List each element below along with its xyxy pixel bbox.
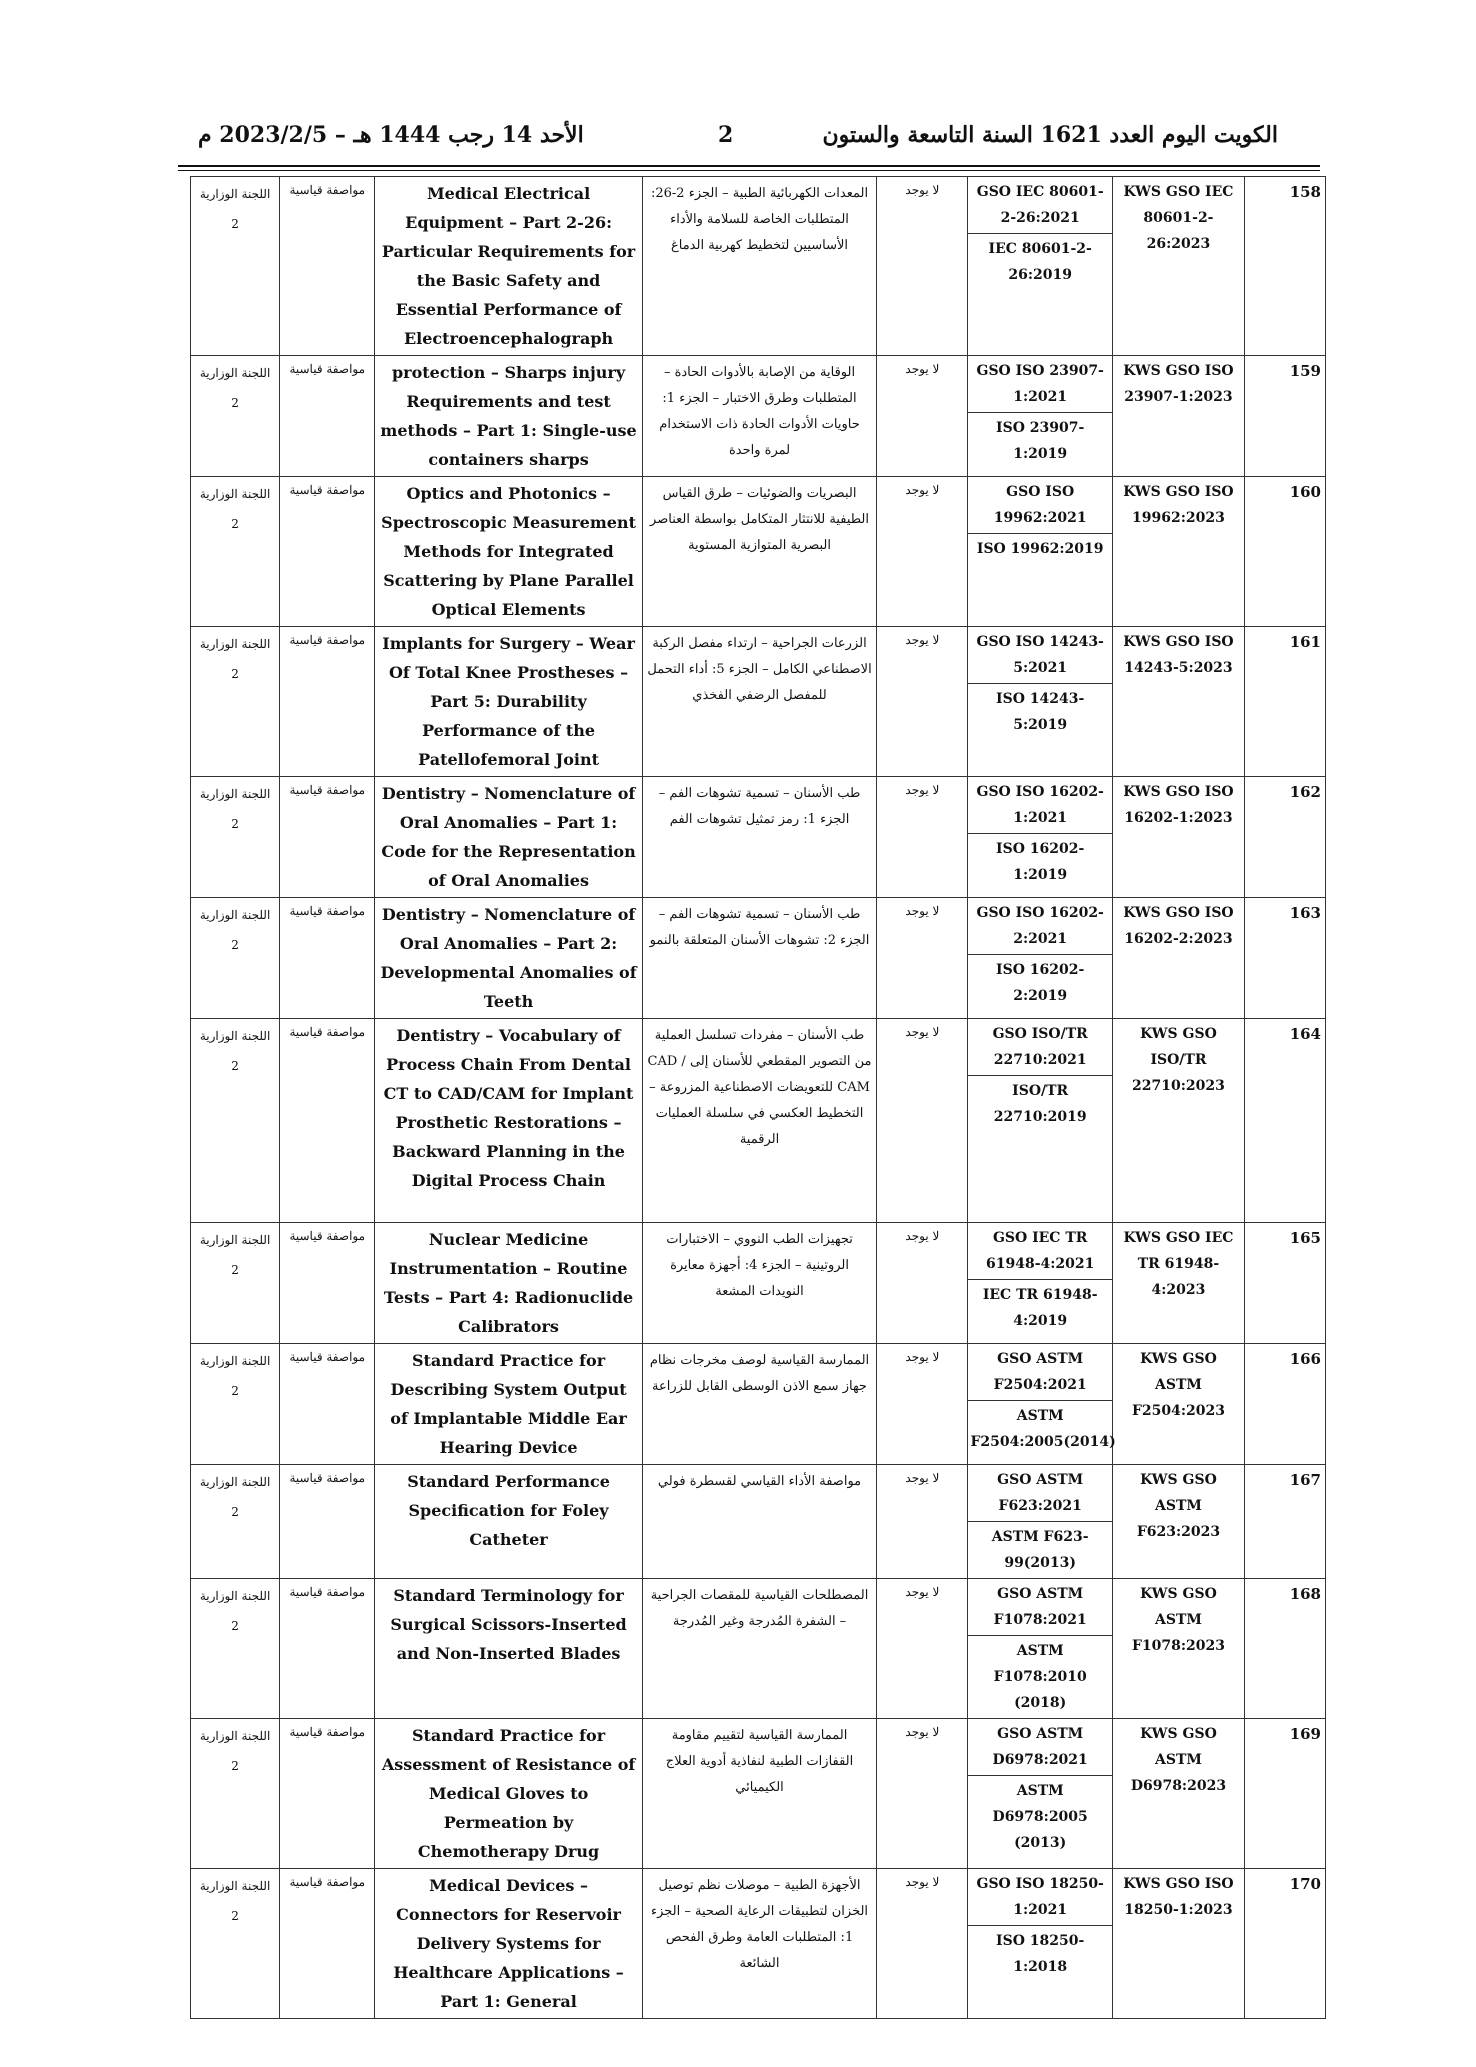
committee-cell: اللجنة الوزارية 2 [191,898,280,1019]
international-reference: ISO 16202-2:2019 [996,962,1085,1004]
no-equivalent-cell: لا يوجد [877,1579,968,1719]
kws-reference-cell: KWS GSO IEC TR 61948-4:2023 [1112,1223,1244,1344]
international-reference: ISO/TR 22710:2019 [993,1083,1087,1125]
committee-cell: اللجنة الوزارية 2 [191,1869,280,2019]
english-title-cell: Nuclear Medicine Instrumentation – Routine Tests – Part 4: Radionuclide Calibrators [375,1223,642,1344]
gso-reference: GSO ASTM D6978:2021 [968,1719,1111,1776]
type-cell: مواصفة قياسية [280,1465,375,1579]
arabic-title-cell: تجهيزات الطب النووي – الاختبارات الروتينية – الجزء 4: أجهزة معايرة النويدات المشعة [642,1223,877,1344]
type-cell: مواصفة قياسية [280,1869,375,2019]
table-row [191,777,1326,898]
no-equivalent-cell: لا يوجد [877,1344,968,1465]
english-title-cell: Implants for Surgery – Wear Of Total Knee Prostheses – Part 5: Durability Performance of the Patellofemoral Joint [375,627,642,777]
committee-cell: اللجنة الوزارية 2 [191,477,280,627]
committee-cell: اللجنة الوزارية 2 [191,777,280,898]
kws-reference-cell: KWS GSO ASTM F1078:2023 [1112,1579,1244,1719]
arabic-title-cell: الوقاية من الإصابة بالأدوات الحادة – المتطلبات وطرق الاختبار – الجزء 1: حاويات الأدوات الحادة ذات الاستخدام لمرة واحدة [642,356,877,477]
arabic-title-cell: الأجهزة الطبية – موصلات نظم توصيل الخزان لتطبيقات الرعاية الصحية – الجزء 1: المتطلبات العامة وطرق الفحص الشائعة [642,1869,877,2019]
committee-cell: اللجنة الوزارية 2 [191,627,280,777]
table-row [191,1019,1326,1223]
gso-reference-cell [968,356,1112,477]
gso-reference: GSO ISO 14243-5:2021 [968,627,1111,684]
table-row [191,1223,1326,1344]
row-number-cell: 170 [1245,1869,1326,2019]
table-row [191,898,1326,1019]
kws-reference-cell: KWS GSO ISO/TR 22710:2023 [1112,1019,1244,1223]
row-number-cell: 162 [1245,777,1326,898]
gso-reference: GSO ISO 16202-1:2021 [968,777,1111,834]
table-row [191,1869,1326,2019]
kws-reference-cell: KWS GSO ASTM F623:2023 [1112,1465,1244,1579]
type-cell: مواصفة قياسية [280,1579,375,1719]
english-title-cell: Dentistry – Vocabulary of Process Chain From Dental CT to CAD/CAM for Implant Prosthetic Restorations – Backward Planning in the Digital Process Chain [375,1019,642,1223]
no-equivalent-cell: لا يوجد [877,898,968,1019]
gso-reference-cell [968,777,1112,898]
standards-table [190,176,1326,2019]
type-cell: مواصفة قياسية [280,777,375,898]
no-equivalent-cell: لا يوجد [877,1869,968,2019]
committee-cell: اللجنة الوزارية 2 [191,1579,280,1719]
international-reference: IEC TR 61948-4:2019 [982,1287,1098,1329]
gso-reference-cell [968,1579,1112,1719]
table-row [191,177,1326,356]
english-title-cell: Standard Practice for Assessment of Resistance of Medical Gloves to Permeation by Chemotherapy Drug [375,1719,642,1869]
gso-reference-cell [968,898,1112,1019]
row-number-cell: 168 [1245,1579,1326,1719]
arabic-title-cell: المعدات الكهربائية الطبية – الجزء 2-26: المتطلبات الخاصة للسلامة والأداء الأساسيين لتخطيط كهربية الدماغ [642,177,877,356]
table-row [191,356,1326,477]
type-cell: مواصفة قياسية [280,356,375,477]
type-cell: مواصفة قياسية [280,1719,375,1869]
table-row [191,1465,1326,1579]
gso-reference-cell [968,1223,1112,1344]
header-issue: الكويت اليوم العدد 1621 السنة التاسعة والستون [822,122,1278,148]
gso-reference-cell [968,1019,1112,1223]
gso-reference-cell [968,1869,1112,2019]
row-number-cell: 166 [1245,1344,1326,1465]
table-row [191,627,1326,777]
gso-reference-cell [968,477,1112,627]
english-title-cell: Standard Terminology for Surgical Scissors-Inserted and Non-Inserted Blades [375,1579,642,1719]
type-cell: مواصفة قياسية [280,1344,375,1465]
no-equivalent-cell: لا يوجد [877,1719,968,1869]
committee-cell: اللجنة الوزارية 2 [191,1223,280,1344]
english-title-cell: Standard Practice for Describing System Output of Implantable Middle Ear Hearing Device [375,1344,642,1465]
gso-reference: GSO IEC TR 61948-4:2021 [968,1223,1111,1280]
gso-reference: GSO ISO 16202-2:2021 [968,898,1111,955]
english-title-cell: Dentistry – Nomenclature of Oral Anomalies – Part 2: Developmental Anomalies of Teeth [375,898,642,1019]
international-reference: ASTM F2504:2005(2014) [970,1408,1116,1450]
arabic-title-cell: الممارسة القياسية لتقييم مقاومة القفازات الطبية لنفاذية أدوية العلاج الكيميائي [642,1719,877,1869]
gso-reference: GSO ISO/TR 22710:2021 [968,1019,1111,1076]
arabic-title-cell: الزرعات الجراحية – ارتداء مفصل الركبة الاصطناعي الكامل – الجزء 5: أداء التحمل للمفصل الرضفي الفخذي [642,627,877,777]
no-equivalent-cell: لا يوجد [877,627,968,777]
row-number-cell: 158 [1245,177,1326,356]
table-row [191,1719,1326,1869]
international-reference: ASTM F1078:2010 (2018) [993,1643,1087,1711]
english-title-cell: Dentistry – Nomenclature of Oral Anomalies – Part 1: Code for the Representation of Oral Anomalies [375,777,642,898]
gso-reference-cell [968,1719,1112,1869]
gso-reference-cell [968,1344,1116,1465]
international-reference: ISO 14243-5:2019 [996,691,1085,733]
no-equivalent-cell: لا يوجد [877,777,968,898]
arabic-title-cell: الممارسة القياسية لوصف مخرجات نظام جهاز سمع الاذن الوسطى القابل للزراعة [642,1344,877,1465]
committee-cell: اللجنة الوزارية 2 [191,1465,280,1579]
header-date: الأحد 14 رجب 1444 هـ – 2023/2/5 م [198,122,584,148]
page-header [188,122,1288,158]
english-title-cell: Medical Electrical Equipment – Part 2-26: Particular Requirements for the Basic Safety and Essential Performance of Electroencephalograph [375,177,642,356]
international-reference: ASTM F623-99(2013) [991,1529,1089,1571]
type-cell: مواصفة قياسية [280,477,375,627]
no-equivalent-cell: لا يوجد [877,477,968,627]
kws-reference-cell: KWS GSO ISO 14243-5:2023 [1112,627,1244,777]
type-cell: مواصفة قياسية [280,177,375,356]
arabic-title-cell: مواصفة الأداء القياسي لقسطرة فولي [642,1465,877,1579]
gso-reference: GSO ASTM F623:2021 [968,1465,1111,1522]
row-number-cell: 163 [1245,898,1326,1019]
gso-reference-cell [968,1465,1112,1579]
committee-cell: اللجنة الوزارية 2 [191,177,280,356]
header-rule-thick [178,165,1320,167]
kws-reference-cell: KWS GSO ISO 16202-2:2023 [1112,898,1244,1019]
row-number-cell: 165 [1245,1223,1326,1344]
kws-reference-cell: KWS GSO ISO 19962:2023 [1112,477,1244,627]
gso-reference-cell [968,627,1112,777]
committee-cell: اللجنة الوزارية 2 [191,356,280,477]
no-equivalent-cell: لا يوجد [877,1019,968,1223]
kws-reference-cell: KWS GSO ISO 23907-1:2023 [1112,356,1244,477]
arabic-title-cell: البصريات والضوئيات – طرق القياس الطيفية للانتثار المتكامل بواسطة العناصر البصرية المتوازية المستوية [642,477,877,627]
no-equivalent-cell: لا يوجد [877,1465,968,1579]
arabic-title-cell: طب الأسنان – تسمية تشوهات الفم – الجزء 1: رمز تمثيل تشوهات الفم [642,777,877,898]
committee-cell: اللجنة الوزارية 2 [191,1719,280,1869]
international-reference: IEC 80601-2-26:2019 [988,241,1092,283]
kws-reference-cell: KWS GSO IEC 80601-2-26:2023 [1112,177,1244,356]
gso-reference: GSO IEC 80601-2-26:2021 [968,177,1111,234]
english-title-cell: Optics and Photonics – Spectroscopic Measurement Methods for Integrated Scattering by Plane Parallel Optical Elements [375,477,642,627]
international-reference: ISO 19962:2019 [976,541,1104,557]
row-number-cell: 167 [1245,1465,1326,1579]
committee-cell: اللجنة الوزارية 2 [191,1344,280,1465]
row-number-cell: 159 [1245,356,1326,477]
gso-reference: GSO ISO 18250-1:2021 [968,1869,1111,1926]
arabic-title-cell: المصطلحات القياسية للمقصات الجراحية – الشفرة المُدرجة وغير المُدرجة [642,1579,877,1719]
kws-reference-cell: KWS GSO ISO 18250-1:2023 [1112,1869,1244,2019]
table-row [191,477,1326,627]
arabic-title-cell: طب الأسنان – مفردات تسلسل العملية من التصوير المقطعي للأسنان إلى CAD / CAM للتعويضات الاصطناعية المزروعة – التخطيط العكسي في سلسلة العمليات الرقمية [642,1019,877,1223]
international-reference: ISO 18250-1:2018 [996,1933,1085,1975]
english-title-cell: protection – Sharps injury Requirements and test methods – Part 1: Single-use containers sharps [375,356,642,477]
no-equivalent-cell: لا يوجد [877,177,968,356]
row-number-cell: 169 [1245,1719,1326,1869]
header-rule-thin [178,170,1320,171]
type-cell: مواصفة قياسية [280,898,375,1019]
gso-reference: GSO ISO 19962:2021 [968,477,1111,534]
table-row [191,1579,1326,1719]
arabic-title-cell: طب الأسنان – تسمية تشوهات الفم – الجزء 2: تشوهات الأسنان المتعلقة بالنمو [642,898,877,1019]
international-reference: ISO 23907-1:2019 [996,420,1085,462]
page-number: 2 [718,122,734,148]
kws-reference-cell: KWS GSO ASTM D6978:2023 [1112,1719,1244,1869]
gso-reference: GSO ASTM F1078:2021 [968,1579,1111,1636]
english-title-cell: Standard Performance Specification for Foley Catheter [375,1465,642,1579]
type-cell: مواصفة قياسية [280,627,375,777]
committee-cell: اللجنة الوزارية 2 [191,1019,280,1223]
type-cell: مواصفة قياسية [280,1223,375,1344]
row-number-cell: 164 [1245,1019,1326,1223]
gso-reference: GSO ISO 23907-1:2021 [968,356,1111,413]
row-number-cell: 160 [1245,477,1326,627]
gso-reference: GSO ASTM F2504:2021 [968,1344,1111,1401]
international-reference: ISO 16202-1:2019 [996,841,1085,883]
no-equivalent-cell: لا يوجد [877,356,968,477]
gso-reference-cell [968,177,1112,356]
kws-reference-cell: KWS GSO ASTM F2504:2023 [1112,1344,1244,1465]
row-number-cell: 161 [1245,627,1326,777]
kws-reference-cell: KWS GSO ISO 16202-1:2023 [1112,777,1244,898]
international-reference: ASTM D6978:2005 (2013) [992,1783,1088,1851]
english-title-cell: Medical Devices – Connectors for Reservoir Delivery Systems for Healthcare Applications – Part 1: General [375,1869,642,2019]
no-equivalent-cell: لا يوجد [877,1223,968,1344]
type-cell: مواصفة قياسية [280,1019,375,1223]
table-row [191,1344,1326,1465]
standards-table-body [191,177,1326,2019]
